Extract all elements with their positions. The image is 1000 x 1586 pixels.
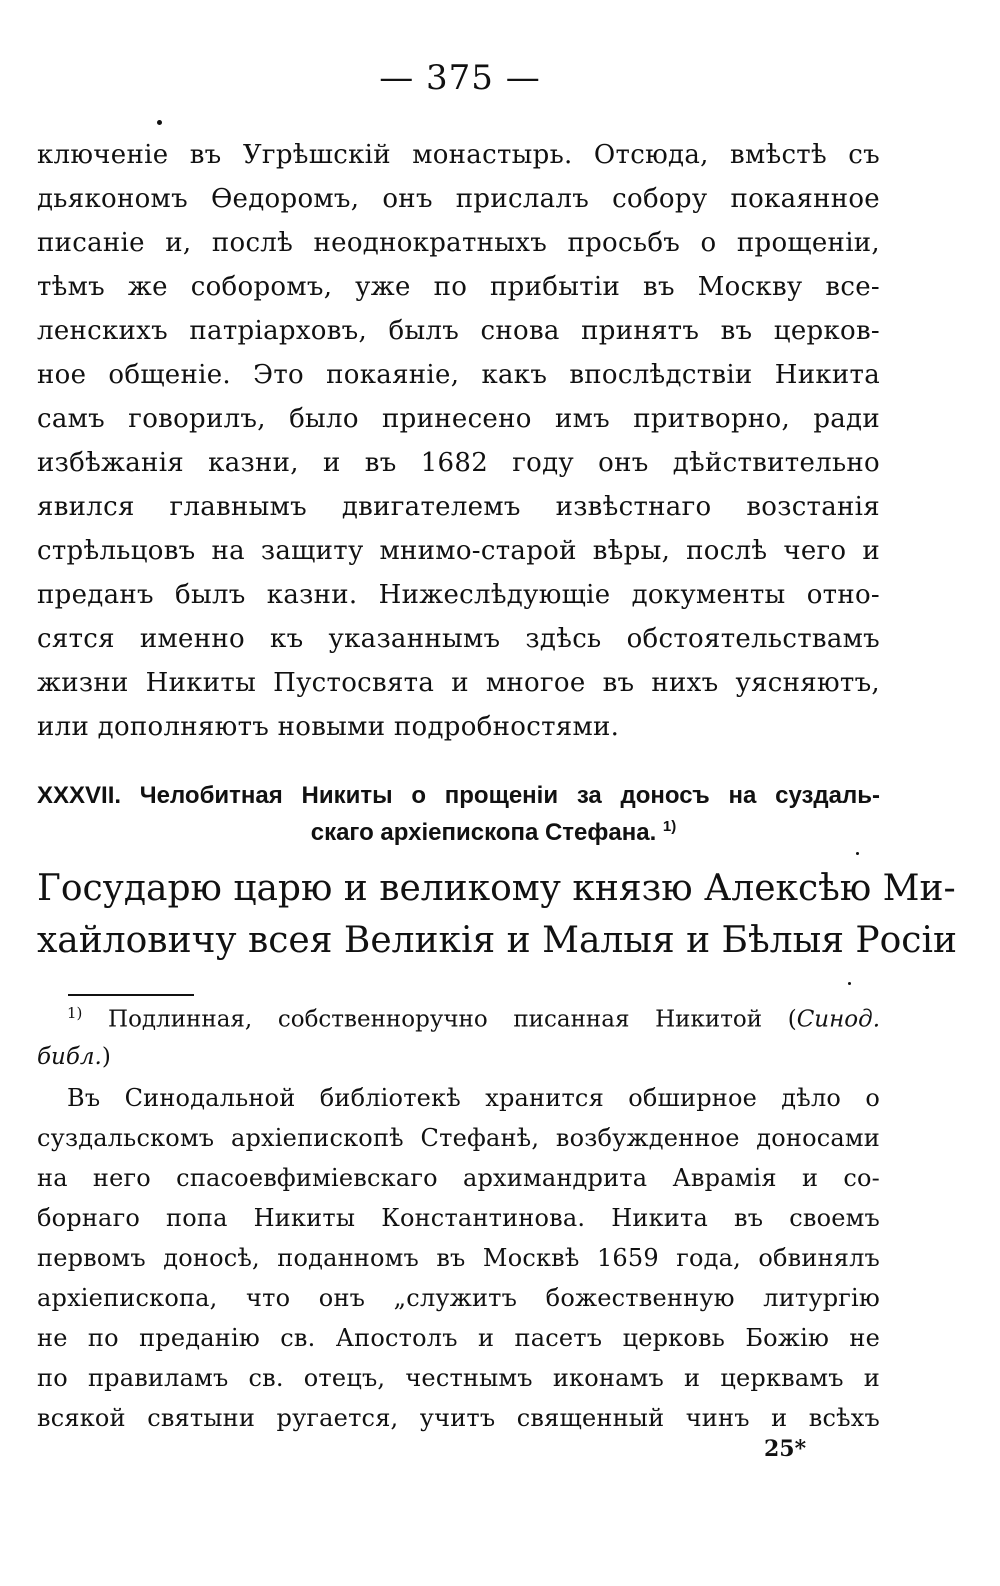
footnote-body-line: на него спасоевфиміевскаго архимандрита Аврамія и со- <box>37 1164 880 1192</box>
footnote-body-line: Въ Синодальной библіотекѣ хранится обширное дѣло о <box>67 1084 880 1112</box>
print-speck <box>157 120 162 125</box>
footnote-line <box>37 1044 880 1070</box>
footnote-body-line: архіепископа, что онъ „служитъ божественную литургію <box>37 1284 880 1312</box>
footnote-divider <box>68 994 194 996</box>
footnote-line <box>37 1004 880 1033</box>
footnote-mark: 1) <box>67 1004 83 1022</box>
body-line: или дополняютъ новыми подробностями. <box>37 712 620 742</box>
body-line: ное общеніе. Это покаяніе, какъ впослѣдствіи Никита <box>37 360 880 390</box>
body-line: писаніе и, послѣ неоднократныхъ просьбъ о прощеніи, <box>37 228 880 258</box>
footnote-body-line: не по преданію св. Апостолъ и пасетъ церковь Божію не <box>37 1324 880 1352</box>
printer-signature: 25* <box>764 1436 807 1462</box>
footnote-source: Синод. <box>796 1006 880 1033</box>
body-line: преданъ былъ казни. Нижеслѣдующіе документы отно- <box>37 580 880 610</box>
address-text: хайловичу всея Великія и Малыя и Бѣлыя Росіи <box>37 920 957 961</box>
heading-line: XXXVII. Челобитная Никиты о прощеніи за доносъ на суздаль- <box>37 782 880 809</box>
body-line: явился главнымъ двигателемъ извѣстнаго возстанія <box>37 492 880 522</box>
body-line: сятся именно къ указаннымъ здѣсь обстоятельствамъ <box>37 624 880 654</box>
footnote-text: Подлинная, собственноручно писанная Никитой ( <box>82 1006 797 1033</box>
address-text: Государю царю и великому князю Алексѣю Ми- <box>37 868 956 909</box>
footnote-body-line: по правиламъ св. отецъ, честнымъ иконамъ и церквамъ и <box>37 1364 880 1392</box>
body-line: тѣмъ же соборомъ, уже по прибытіи въ Москву все- <box>37 272 880 302</box>
body-line: жизни Никиты Пустосвята и многое въ нихъ уясняютъ, <box>37 668 880 698</box>
footnote-body-line: первомъ доносѣ, поданномъ въ Москвѣ 1659 года, обвинялъ <box>37 1244 880 1272</box>
print-speck <box>848 982 851 985</box>
footnote-body-line: всякой святыни ругается, учитъ священный чинъ и всѣхъ <box>37 1404 880 1432</box>
body-line: дьякономъ Ѳедоромъ, онъ прислалъ собору покаянное <box>37 184 880 214</box>
heading-text: скаго архіепископа Стефана. <box>310 819 657 846</box>
body-line: самъ говорилъ, было принесено имъ притворно, ради <box>37 404 880 434</box>
body-line: ленскихъ патріарховъ, былъ снова принятъ въ церков- <box>37 316 880 346</box>
footnote-body-line: суздальскомъ архіепископѣ Стефанѣ, возбужденное доносами <box>37 1124 880 1152</box>
body-line: стрѣльцовъ на защиту мнимо-старой вѣры, послѣ чего и <box>37 536 880 566</box>
footnote-ref: 1) <box>662 818 677 835</box>
heading-line <box>37 818 880 847</box>
body-line: избѣжанія казни, и въ 1682 году онъ дѣйствительно <box>37 448 880 478</box>
page-number: — 375 — <box>379 58 541 98</box>
print-speck <box>856 852 859 855</box>
body-line: ключеніе въ Угрѣшскій монастырь. Отсюда, вмѣстѣ съ <box>37 140 880 170</box>
footnote-source: библ. <box>37 1044 102 1070</box>
footnote-close: ) <box>101 1044 111 1070</box>
footnote-body-line: борнаго попа Никиты Константинова. Никита въ своемъ <box>37 1204 880 1232</box>
